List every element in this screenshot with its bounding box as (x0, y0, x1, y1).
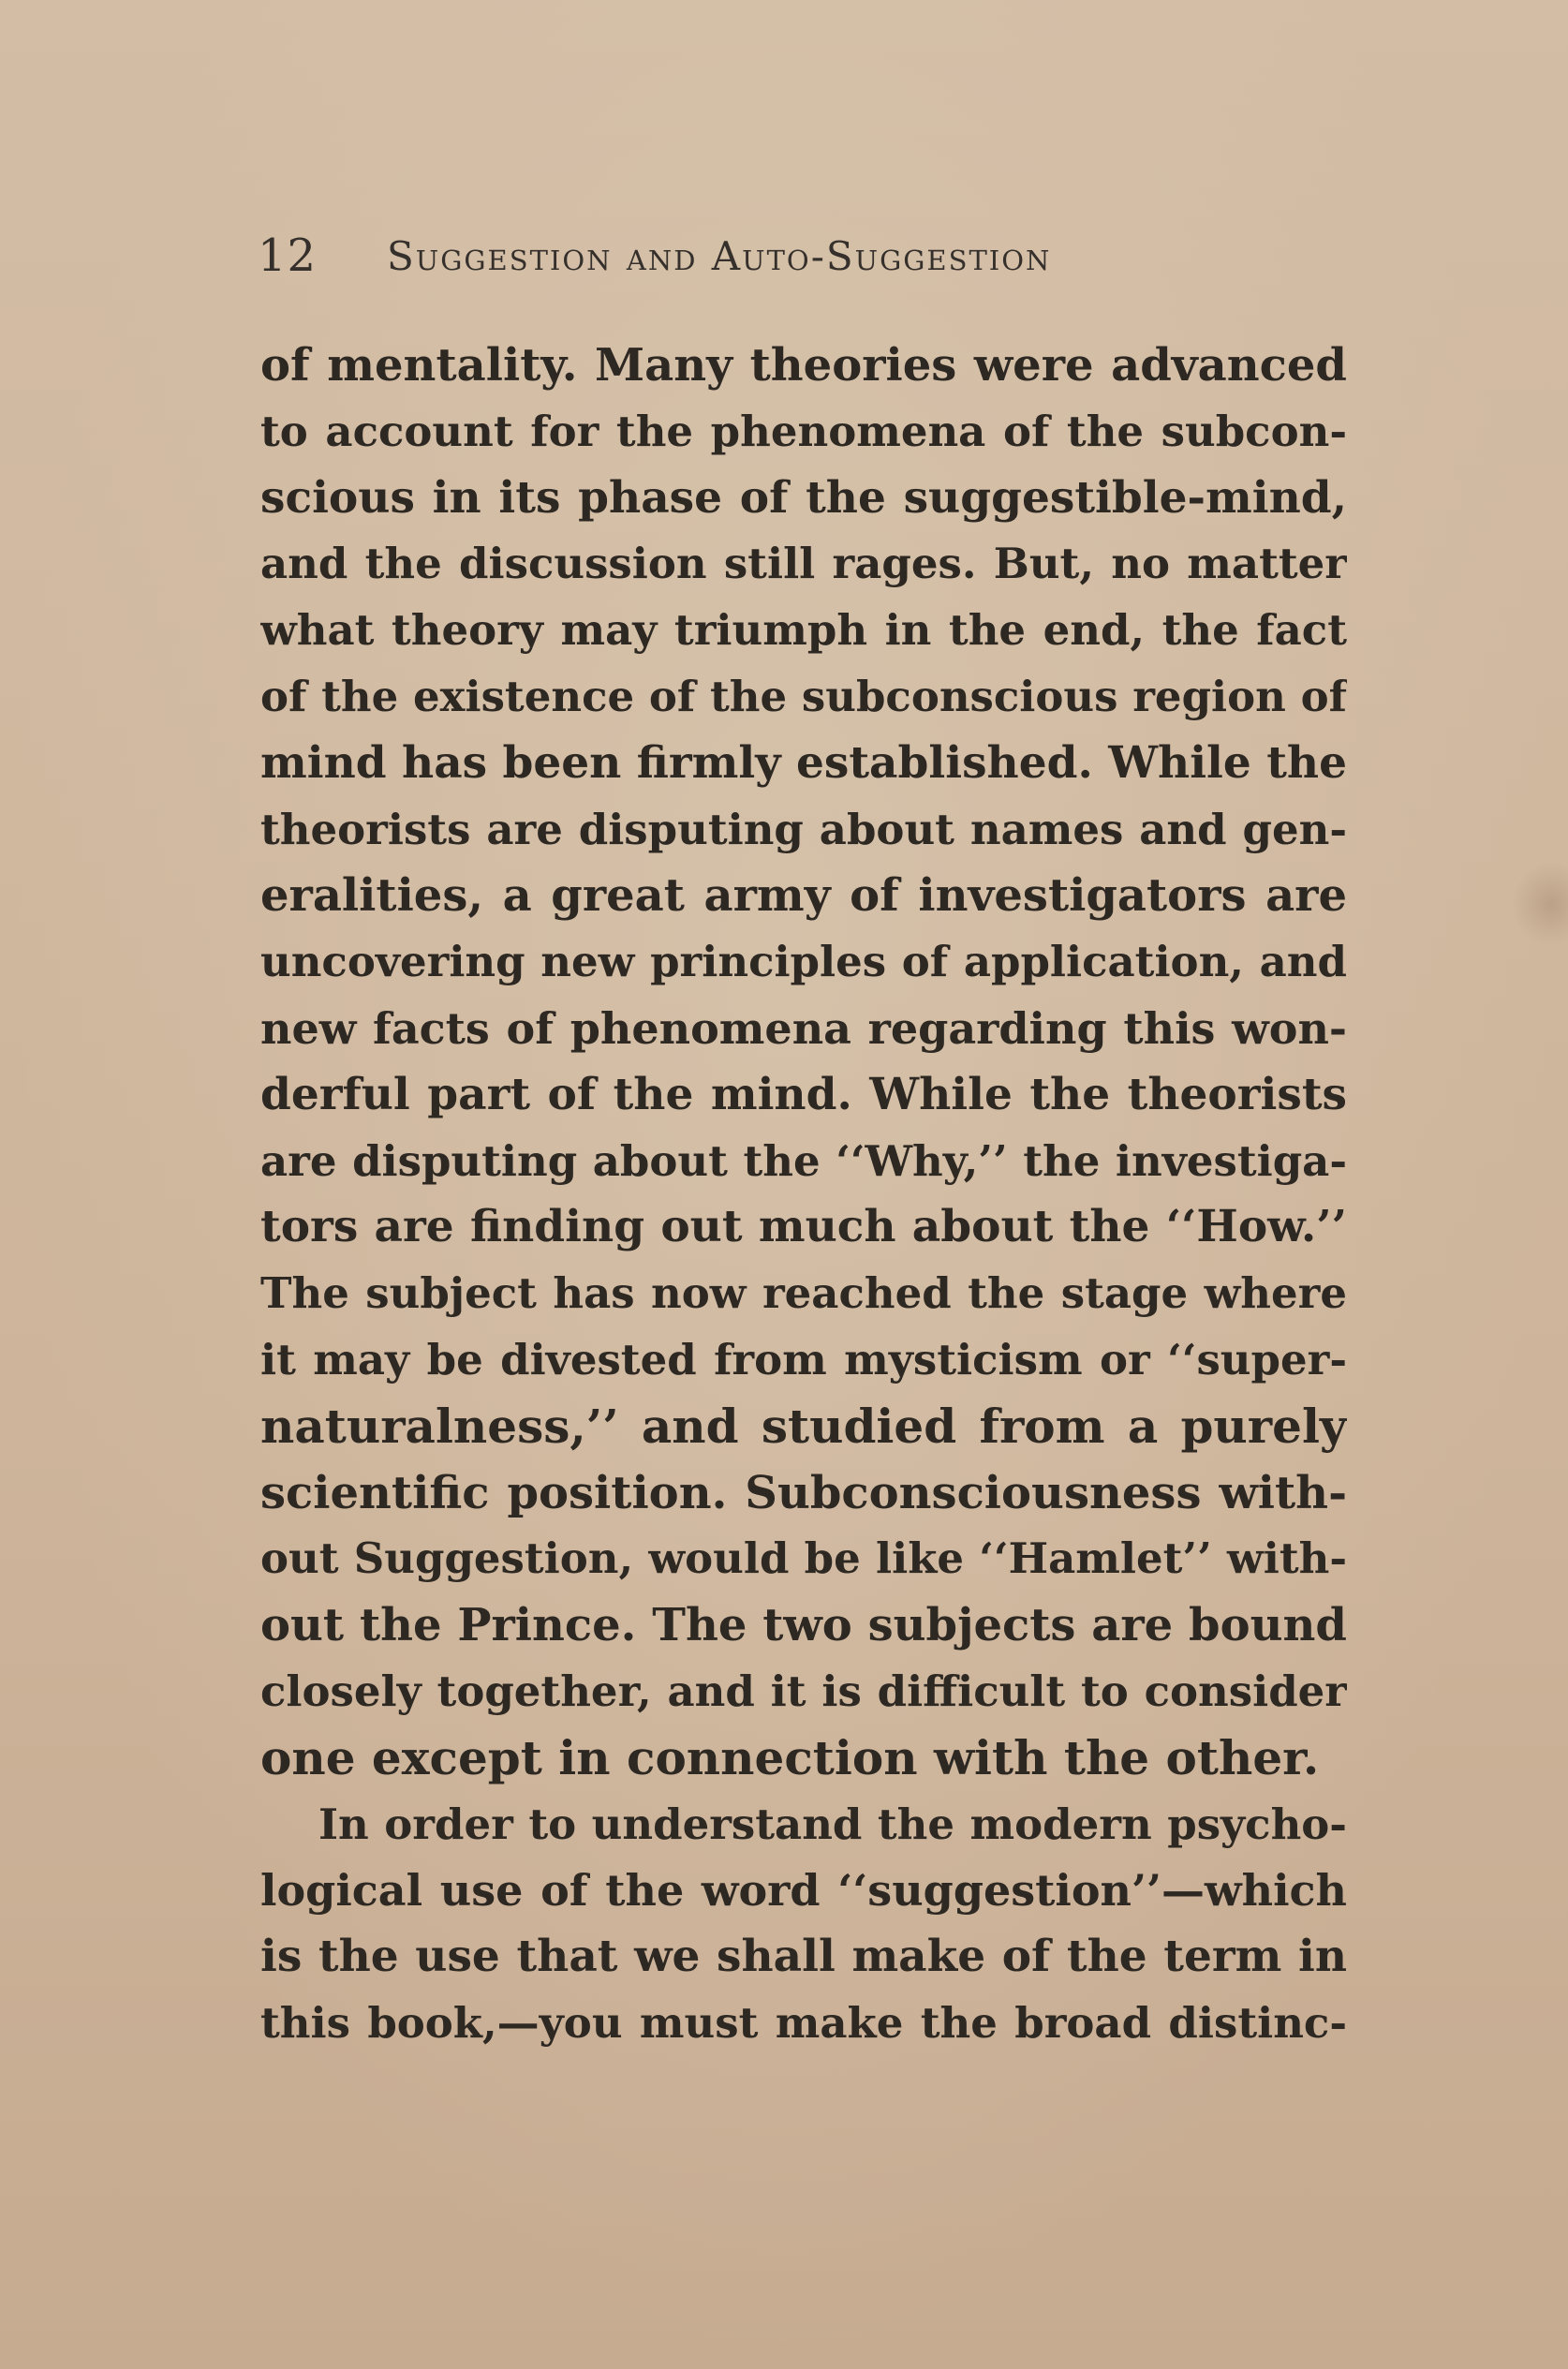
running-title: Suggestion and Auto-Suggestion (387, 233, 1052, 279)
page-number: 12 (258, 229, 318, 282)
body-text (260, 333, 1347, 2057)
text-line: mind has been firmly established. While the (260, 736, 1347, 789)
text-line: scientific position. Subconsciousness with- (260, 1466, 1347, 1519)
paper-stain (1512, 862, 1568, 946)
text-line: eralities, a great army of investigators are (260, 869, 1347, 923)
text-line: new facts of phenomena regarding this won- (260, 1002, 1347, 1054)
text-line: derful part of the mind. While the theorists (260, 1068, 1347, 1120)
paragraph-start-line: In order to understand the modern psycho- (318, 1799, 1347, 1849)
text-line: tors are finding out much about the ‘‘How.’’ (260, 1201, 1347, 1253)
text-line: to account for the phenomena of the subcon- (260, 406, 1347, 456)
text-line: out Suggestion, would be like ‘‘Hamlet’’ with- (260, 1533, 1347, 1584)
text-line: The subject has now reached the stage where (260, 1268, 1347, 1319)
text-line: out the Prince. The two subjects are bound (260, 1599, 1347, 1652)
text-line: uncovering new principles of application, and (260, 937, 1347, 987)
text-line: what theory may triumph in the end, the fact (260, 605, 1347, 656)
text-line: closely together, and it is difficult to consider (260, 1666, 1347, 1716)
text-line: scious in its phase of the suggestible-mind, (260, 471, 1347, 524)
text-line: theorists are disputing about names and gen- (260, 804, 1347, 854)
text-line: it may be divested from mysticism or ‘‘super- (260, 1334, 1347, 1384)
text-line: of the existence of the subconscious region of (260, 671, 1347, 721)
text-line: of mentality. Many theories were advanced (260, 339, 1347, 392)
text-line: and the discussion still rages. But, no matter (260, 539, 1347, 589)
text-line: naturalness,’’ and studied from a purely (260, 1398, 1347, 1454)
text-line: logical use of the word ‘‘suggestion’’—which (260, 1865, 1347, 1917)
text-line: are disputing about the ‘‘Why,’’ the investiga- (260, 1135, 1347, 1186)
running-head (258, 223, 1222, 289)
text-line: this book,—you must make the broad distinc- (260, 1997, 1347, 2048)
paragraph-end-line: one except in connection with the other. (260, 1729, 1320, 1785)
text-line: is the use that we shall make of the term in (260, 1931, 1347, 1983)
